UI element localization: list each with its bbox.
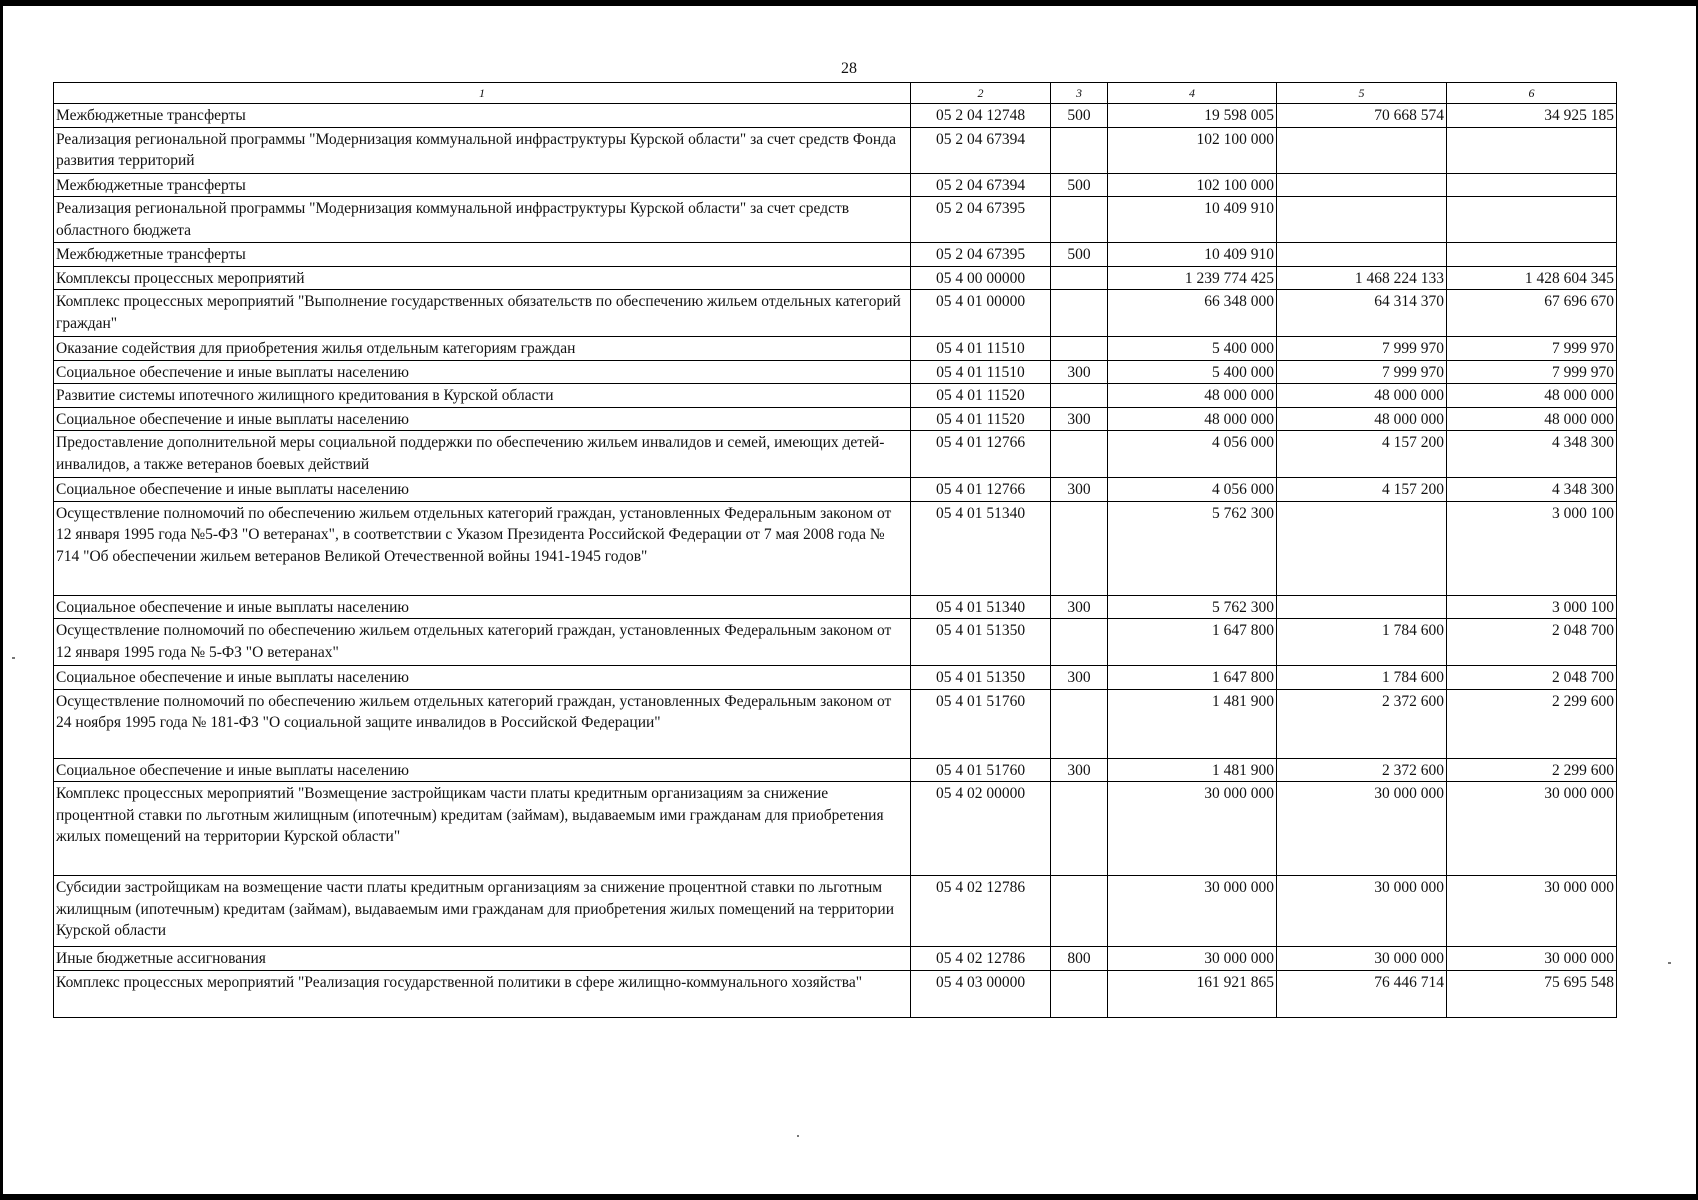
row-amount-col6-cell	[1447, 127, 1617, 173]
row-amount-col6-cell: 48 000 000	[1447, 407, 1617, 431]
row-type-cell	[1051, 876, 1108, 947]
row-name-cell: Межбюджетные трансферты	[54, 104, 911, 128]
row-type-cell	[1051, 619, 1108, 666]
row-amount-col5-cell: 2 372 600	[1277, 758, 1447, 782]
row-type-cell	[1051, 970, 1108, 1017]
row-name-cell: Осуществление полномочий по обеспечению жильем отдельных категорий граждан, установленных Федеральным законом от 24 ноября 1995 года № 181-ФЗ "О социальной защите инвалидов в Российской Федерации"	[54, 689, 911, 758]
row-amount-col5-cell: 48 000 000	[1277, 384, 1447, 408]
row-code-cell: 05 4 00 00000	[911, 266, 1051, 290]
row-type-cell: 300	[1051, 360, 1108, 384]
column-number: 3	[1051, 83, 1108, 104]
table-row	[54, 501, 1617, 595]
row-amount-col4-cell: 1 647 800	[1108, 666, 1277, 690]
row-code-cell: 05 4 01 12766	[911, 478, 1051, 502]
row-amount-col4-cell: 1 239 774 425	[1108, 266, 1277, 290]
row-amount-col6-cell: 4 348 300	[1447, 431, 1617, 478]
row-name-cell: Осуществление полномочий по обеспечению жильем отдельных категорий граждан, установленных Федеральным законом от 12 января 1995 года № 5-ФЗ "О ветеранах"	[54, 619, 911, 666]
row-type-cell	[1051, 782, 1108, 876]
row-amount-col5-cell: 64 314 370	[1277, 290, 1447, 337]
row-type-cell	[1051, 689, 1108, 758]
table-row	[54, 478, 1617, 502]
row-amount-col4-cell: 1 481 900	[1108, 689, 1277, 758]
scan-speck	[12, 657, 15, 659]
table-row	[54, 619, 1617, 666]
budget-table	[53, 82, 1617, 1018]
row-amount-col5-cell	[1277, 243, 1447, 267]
row-amount-col5-cell: 48 000 000	[1277, 407, 1447, 431]
row-amount-col4-cell: 30 000 000	[1108, 876, 1277, 947]
table-row	[54, 173, 1617, 197]
row-type-cell: 300	[1051, 666, 1108, 690]
row-amount-col6-cell: 4 348 300	[1447, 478, 1617, 502]
row-name-cell: Реализация региональной программы "Модернизация коммунальной инфраструктуры Курской области" за счет средств Фонда развития территорий	[54, 127, 911, 173]
row-amount-col5-cell: 30 000 000	[1277, 876, 1447, 947]
table-row	[54, 290, 1617, 337]
row-amount-col6-cell: 2 048 700	[1447, 619, 1617, 666]
table-row	[54, 970, 1617, 1017]
row-amount-col4-cell: 4 056 000	[1108, 478, 1277, 502]
row-amount-col6-cell: 30 000 000	[1447, 782, 1617, 876]
row-amount-col5-cell: 4 157 200	[1277, 431, 1447, 478]
row-type-cell: 500	[1051, 104, 1108, 128]
row-amount-col4-cell: 1 481 900	[1108, 758, 1277, 782]
table-row	[54, 197, 1617, 243]
row-amount-col6-cell	[1447, 243, 1617, 267]
row-type-cell	[1051, 384, 1108, 408]
row-name-cell: Межбюджетные трансферты	[54, 173, 911, 197]
row-amount-col4-cell: 102 100 000	[1108, 127, 1277, 173]
row-name-cell: Социальное обеспечение и иные выплаты населению	[54, 478, 911, 502]
column-number: 6	[1447, 83, 1617, 104]
table-row	[54, 384, 1617, 408]
row-amount-col6-cell	[1447, 173, 1617, 197]
table-row	[54, 266, 1617, 290]
row-amount-col5-cell	[1277, 173, 1447, 197]
row-amount-col4-cell: 161 921 865	[1108, 970, 1277, 1017]
column-number: 5	[1277, 83, 1447, 104]
row-code-cell: 05 2 04 67395	[911, 197, 1051, 243]
column-number: 4	[1108, 83, 1277, 104]
row-name-cell: Социальное обеспечение и иные выплаты населению	[54, 666, 911, 690]
table-row	[54, 337, 1617, 361]
row-name-cell: Социальное обеспечение и иные выплаты населению	[54, 407, 911, 431]
row-amount-col4-cell: 30 000 000	[1108, 782, 1277, 876]
table-row	[54, 947, 1617, 971]
row-type-cell	[1051, 337, 1108, 361]
row-name-cell: Социальное обеспечение и иные выплаты населению	[54, 595, 911, 619]
table-row	[54, 431, 1617, 478]
row-amount-col6-cell: 2 299 600	[1447, 689, 1617, 758]
table-row	[54, 595, 1617, 619]
page-number-text: 28	[841, 60, 857, 77]
row-code-cell: 05 4 01 11520	[911, 407, 1051, 431]
row-name-cell: Социальное обеспечение и иные выплаты населению	[54, 360, 911, 384]
table-row	[54, 407, 1617, 431]
row-amount-col4-cell: 102 100 000	[1108, 173, 1277, 197]
table-row	[54, 666, 1617, 690]
row-amount-col4-cell: 19 598 005	[1108, 104, 1277, 128]
row-amount-col6-cell: 30 000 000	[1447, 876, 1617, 947]
row-amount-col4-cell: 30 000 000	[1108, 947, 1277, 971]
row-name-cell: Социальное обеспечение и иные выплаты населению	[54, 758, 911, 782]
row-name-cell: Развитие системы ипотечного жилищного кредитования в Курской области	[54, 384, 911, 408]
row-code-cell: 05 2 04 12748	[911, 104, 1051, 128]
table-row	[54, 104, 1617, 128]
row-amount-col4-cell: 10 409 910	[1108, 243, 1277, 267]
row-code-cell: 05 4 01 00000	[911, 290, 1051, 337]
row-code-cell: 05 4 01 51340	[911, 501, 1051, 595]
row-amount-col5-cell: 7 999 970	[1277, 337, 1447, 361]
row-amount-col5-cell: 30 000 000	[1277, 947, 1447, 971]
row-code-cell: 05 4 01 51340	[911, 595, 1051, 619]
row-amount-col4-cell: 1 647 800	[1108, 619, 1277, 666]
row-type-cell: 500	[1051, 173, 1108, 197]
row-name-cell: Комплексы процессных мероприятий	[54, 266, 911, 290]
row-code-cell: 05 2 04 67394	[911, 173, 1051, 197]
row-code-cell: 05 2 04 67395	[911, 243, 1051, 267]
row-amount-col5-cell: 76 446 714	[1277, 970, 1447, 1017]
row-code-cell: 05 4 03 00000	[911, 970, 1051, 1017]
table-row	[54, 243, 1617, 267]
row-amount-col5-cell: 1 784 600	[1277, 666, 1447, 690]
row-type-cell: 300	[1051, 758, 1108, 782]
row-amount-col5-cell: 4 157 200	[1277, 478, 1447, 502]
table-row	[54, 689, 1617, 758]
row-amount-col5-cell: 1 468 224 133	[1277, 266, 1447, 290]
row-amount-col6-cell	[1447, 197, 1617, 243]
row-code-cell: 05 4 02 12786	[911, 876, 1051, 947]
row-amount-col6-cell: 34 925 185	[1447, 104, 1617, 128]
row-type-cell: 500	[1051, 243, 1108, 267]
row-amount-col6-cell: 48 000 000	[1447, 384, 1617, 408]
row-amount-col6-cell: 75 695 548	[1447, 970, 1617, 1017]
row-type-cell: 800	[1051, 947, 1108, 971]
column-number: 2	[911, 83, 1051, 104]
row-amount-col6-cell: 2 299 600	[1447, 758, 1617, 782]
row-amount-col5-cell: 7 999 970	[1277, 360, 1447, 384]
row-type-cell	[1051, 127, 1108, 173]
row-amount-col5-cell	[1277, 501, 1447, 595]
row-type-cell	[1051, 431, 1108, 478]
scan-speck	[797, 1135, 799, 1137]
row-amount-col4-cell: 10 409 910	[1108, 197, 1277, 243]
row-code-cell: 05 4 02 12786	[911, 947, 1051, 971]
row-amount-col4-cell: 5 400 000	[1108, 337, 1277, 361]
row-name-cell: Межбюджетные трансферты	[54, 243, 911, 267]
row-amount-col5-cell	[1277, 595, 1447, 619]
row-code-cell: 05 4 01 51760	[911, 758, 1051, 782]
row-type-cell	[1051, 501, 1108, 595]
row-amount-col6-cell: 1 428 604 345	[1447, 266, 1617, 290]
row-amount-col5-cell	[1277, 197, 1447, 243]
row-type-cell	[1051, 290, 1108, 337]
row-code-cell: 05 4 01 12766	[911, 431, 1051, 478]
row-code-cell: 05 4 01 11510	[911, 360, 1051, 384]
row-name-cell: Осуществление полномочий по обеспечению жильем отдельных категорий граждан, установленных Федеральным законом от 12 января 1995 года №5-ФЗ "О ветеранах", в соответствии с Указом Президента Российской Федерации от 7 мая 2008 года № 714 "Об обеспечении жильем ветеранов Великой Отечественной войны 1941-1945 годов"	[54, 501, 911, 595]
page-number	[0, 60, 1698, 78]
row-code-cell: 05 4 01 51350	[911, 619, 1051, 666]
row-amount-col6-cell: 3 000 100	[1447, 595, 1617, 619]
row-name-cell: Субсидии застройщикам на возмещение части платы кредитным организациям за снижение процентной ставки по льготным жилищным (ипотечным) кредитам (займам), выдаваемым ими гражданам для приобретения жилых помещений на территории Курской области	[54, 876, 911, 947]
table-row	[54, 127, 1617, 173]
row-amount-col6-cell: 7 999 970	[1447, 360, 1617, 384]
row-name-cell: Комплекс процессных мероприятий "Возмещение застройщикам части платы кредитным организациям за снижение процентной ставки по льготным жилищным (ипотечным) кредитам (займам), выдаваемым ими гражданам для приобретения жилых помещений на территории Курской области"	[54, 782, 911, 876]
table-row	[54, 782, 1617, 876]
budget-table-container	[53, 82, 1616, 1018]
row-type-cell: 300	[1051, 478, 1108, 502]
column-number-row	[54, 83, 1617, 104]
row-code-cell: 05 4 01 11510	[911, 337, 1051, 361]
row-name-cell: Предоставление дополнительной меры социальной поддержки по обеспечению жильем инвалидов и семей, имеющих детей-инвалидов, а также ветеранов боевых действий	[54, 431, 911, 478]
row-amount-col5-cell: 2 372 600	[1277, 689, 1447, 758]
row-name-cell: Комплекс процессных мероприятий "Реализация государственной политики в сфере жилищно-коммунального хозяйства"	[54, 970, 911, 1017]
row-type-cell	[1051, 197, 1108, 243]
table-row	[54, 758, 1617, 782]
row-code-cell: 05 4 01 51760	[911, 689, 1051, 758]
row-amount-col4-cell: 5 762 300	[1108, 501, 1277, 595]
row-amount-col4-cell: 48 000 000	[1108, 384, 1277, 408]
column-number: 1	[54, 83, 911, 104]
table-body	[54, 104, 1617, 1018]
row-type-cell: 300	[1051, 407, 1108, 431]
row-name-cell: Реализация региональной программы "Модернизация коммунальной инфраструктуры Курской области" за счет средств областного бюджета	[54, 197, 911, 243]
row-amount-col6-cell: 3 000 100	[1447, 501, 1617, 595]
row-code-cell: 05 4 01 11520	[911, 384, 1051, 408]
row-name-cell: Оказание содействия для приобретения жилья отдельным категориям граждан	[54, 337, 911, 361]
row-amount-col6-cell: 7 999 970	[1447, 337, 1617, 361]
row-amount-col6-cell: 30 000 000	[1447, 947, 1617, 971]
row-code-cell: 05 4 02 00000	[911, 782, 1051, 876]
row-type-cell	[1051, 266, 1108, 290]
row-code-cell: 05 2 04 67394	[911, 127, 1051, 173]
row-amount-col4-cell: 66 348 000	[1108, 290, 1277, 337]
table-row	[54, 876, 1617, 947]
row-amount-col4-cell: 5 762 300	[1108, 595, 1277, 619]
table-row	[54, 360, 1617, 384]
row-amount-col5-cell: 70 668 574	[1277, 104, 1447, 128]
row-name-cell: Комплекс процессных мероприятий "Выполнение государственных обязательств по обеспечению жильем отдельных категорий граждан"	[54, 290, 911, 337]
row-amount-col5-cell: 30 000 000	[1277, 782, 1447, 876]
scan-speck	[1668, 962, 1671, 964]
row-amount-col5-cell: 1 784 600	[1277, 619, 1447, 666]
row-type-cell: 300	[1051, 595, 1108, 619]
row-name-cell: Иные бюджетные ассигнования	[54, 947, 911, 971]
row-amount-col4-cell: 4 056 000	[1108, 431, 1277, 478]
row-amount-col5-cell	[1277, 127, 1447, 173]
row-amount-col6-cell: 67 696 670	[1447, 290, 1617, 337]
row-amount-col6-cell: 2 048 700	[1447, 666, 1617, 690]
row-code-cell: 05 4 01 51350	[911, 666, 1051, 690]
row-amount-col4-cell: 48 000 000	[1108, 407, 1277, 431]
row-amount-col4-cell: 5 400 000	[1108, 360, 1277, 384]
